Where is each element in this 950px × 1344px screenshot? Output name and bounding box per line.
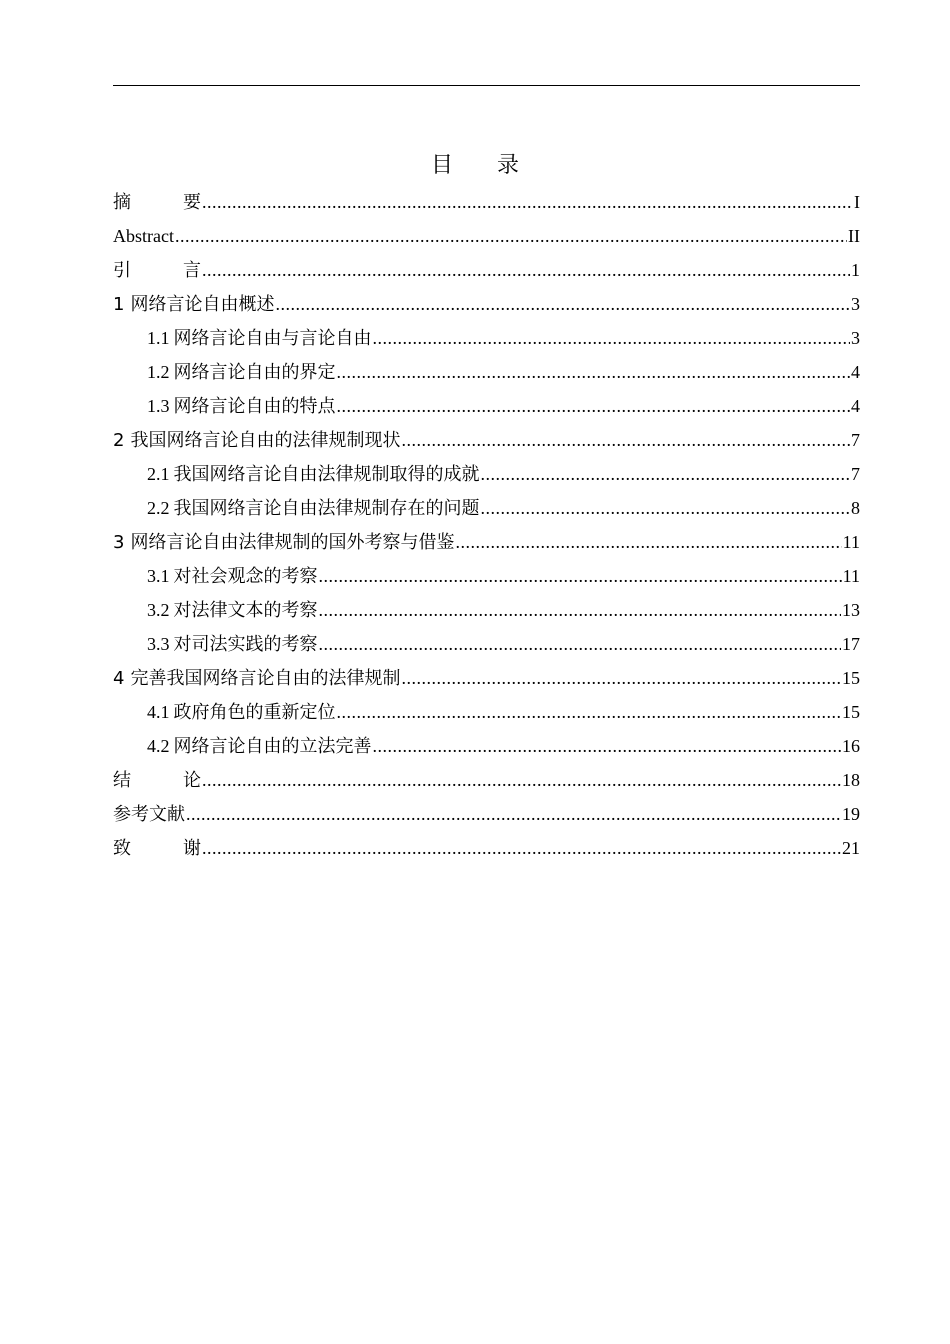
toc-dot-leader <box>337 355 851 389</box>
toc-entry-title-char: 摘 <box>113 192 131 213</box>
toc-dot-leader <box>337 389 851 423</box>
toc-dot-leader <box>319 559 842 593</box>
toc-entry-title: 对法律文本的考察 <box>173 600 318 621</box>
toc-entry-title: 我国网络言论自由法律规制取得的成就 <box>173 464 480 485</box>
toc-entry[interactable] <box>113 457 860 491</box>
toc-page-number: 1 <box>851 260 860 280</box>
toc-page-number: 8 <box>851 498 860 518</box>
toc-entry-title: 网络言论自由的界定 <box>173 362 336 383</box>
toc-page-number: 16 <box>842 736 860 756</box>
toc-entry-number: 4.2 <box>147 736 170 756</box>
toc-page-number: 4 <box>851 362 860 382</box>
toc-page-number: 17 <box>842 634 860 654</box>
toc-entry-label <box>113 662 400 696</box>
toc-dot-leader <box>186 797 841 831</box>
toc-entry[interactable] <box>113 661 860 695</box>
toc-entry-title-char: 言 <box>183 260 201 281</box>
toc-entry[interactable] <box>113 185 860 219</box>
toc-entry-label <box>113 186 201 220</box>
toc-entry-title: 网络言论自由法律规制的国外考察与借鉴 <box>130 532 455 553</box>
toc-entry[interactable] <box>113 831 860 865</box>
toc-entry-title: 我国网络言论自由的法律规制现状 <box>130 430 401 451</box>
toc-page-number: 19 <box>842 804 860 824</box>
toc-entry-title: 网络言论自由概述 <box>130 294 275 315</box>
toc-entry-label <box>147 627 318 662</box>
toc-page-number: 4 <box>851 396 860 416</box>
toc-entry-label <box>113 798 185 832</box>
toc-dot-leader <box>337 695 842 729</box>
toc-entry-label <box>147 355 336 390</box>
toc-entry[interactable] <box>113 763 860 797</box>
toc-entry[interactable] <box>113 253 860 287</box>
toc-page-number: 15 <box>842 702 860 722</box>
toc-entry[interactable] <box>113 593 860 627</box>
toc-page-number: 15 <box>842 668 860 688</box>
toc-dot-leader <box>319 593 842 627</box>
toc-entry-label <box>113 288 274 322</box>
toc-title-char-1: 目 <box>430 153 453 178</box>
toc-entry-label <box>113 526 454 560</box>
toc-entry[interactable] <box>113 525 860 559</box>
header-rule <box>113 85 860 86</box>
toc-dot-leader <box>319 627 842 661</box>
toc-entry-title-char: 要 <box>183 192 201 213</box>
toc-dot-leader <box>373 321 851 355</box>
toc-page-number: II <box>848 226 860 246</box>
toc-entry-label <box>113 254 201 288</box>
toc-entry-number: 4 <box>113 668 125 689</box>
toc-entry-label <box>113 219 174 254</box>
toc-page-number: 3 <box>851 328 860 348</box>
toc-page-number: 13 <box>842 600 860 620</box>
toc-page-number: I <box>854 192 860 212</box>
toc-entry[interactable] <box>113 797 860 831</box>
toc-entry-title: 网络言论自由的立法完善 <box>173 736 372 757</box>
toc-entry-number: 4.1 <box>147 702 170 722</box>
toc-entry-label <box>147 321 372 356</box>
toc-page-number: 11 <box>842 566 860 586</box>
toc-entry-label <box>147 593 318 628</box>
toc-page-number: 11 <box>842 532 860 552</box>
toc-entry-title: 对社会观念的考察 <box>173 566 318 587</box>
toc-entry[interactable] <box>113 355 860 389</box>
toc-entry-label <box>147 491 480 526</box>
toc-entry-number: 1.3 <box>147 396 170 416</box>
toc-entry-number: 1.1 <box>147 328 170 348</box>
toc-entry-title-char: 结 <box>113 770 131 791</box>
toc-dot-leader <box>401 661 841 695</box>
toc-entry-title <box>113 764 201 798</box>
toc-entry-title: Abstract <box>113 226 174 246</box>
toc-entry-title <box>113 186 201 220</box>
toc-entry[interactable] <box>113 321 860 355</box>
toc-entry-title-char: 致 <box>113 838 131 859</box>
toc-dot-leader <box>373 729 842 763</box>
toc-page-number: 21 <box>842 838 860 858</box>
toc-page-number: 3 <box>851 294 860 314</box>
toc-entry-label <box>113 424 400 458</box>
toc-entry-title: 对司法实践的考察 <box>173 634 318 655</box>
toc-entry[interactable] <box>113 491 860 525</box>
toc-entry-number: 1 <box>113 294 125 315</box>
toc-dot-leader <box>202 763 841 797</box>
toc-entry[interactable] <box>113 729 860 763</box>
toc-dot-leader <box>401 423 850 457</box>
toc-entry-number: 2 <box>113 430 125 451</box>
toc-entry-label <box>113 832 201 866</box>
toc-entry-title-char: 论 <box>183 770 201 791</box>
toc-entry[interactable] <box>113 287 860 321</box>
table-of-contents <box>113 185 860 865</box>
toc-title <box>0 148 950 184</box>
toc-entry-title: 政府角色的重新定位 <box>173 702 336 723</box>
toc-dot-leader <box>275 287 850 321</box>
toc-title-char-2: 录 <box>497 153 520 178</box>
toc-entry-number: 2.1 <box>147 464 170 484</box>
toc-dot-leader <box>202 185 853 219</box>
toc-entry-title <box>113 254 201 288</box>
toc-entry-label <box>147 559 318 594</box>
toc-entry[interactable] <box>113 219 860 253</box>
toc-entry-title: 我国网络言论自由法律规制存在的问题 <box>173 498 480 519</box>
toc-dot-leader <box>481 457 851 491</box>
toc-entry-title: 网络言论自由与言论自由 <box>173 328 372 349</box>
toc-entry[interactable] <box>113 559 860 593</box>
toc-page-number: 18 <box>842 770 860 790</box>
toc-entry-label <box>147 729 372 764</box>
toc-entry-title: 网络言论自由的特点 <box>173 396 336 417</box>
toc-dot-leader <box>175 219 847 253</box>
toc-page-number: 7 <box>851 464 860 484</box>
toc-entry[interactable] <box>113 423 860 457</box>
toc-entry-label <box>147 389 336 424</box>
toc-entry[interactable] <box>113 695 860 729</box>
toc-entry-label <box>147 457 480 492</box>
toc-entry-title: 完善我国网络言论自由的法律规制 <box>130 668 401 689</box>
toc-page-number: 7 <box>851 430 860 450</box>
toc-entry-number: 1.2 <box>147 362 170 382</box>
toc-entry-label <box>113 764 201 798</box>
toc-dot-leader <box>481 491 851 525</box>
toc-entry-label <box>147 695 336 730</box>
toc-entry[interactable] <box>113 627 860 661</box>
toc-entry-number: 2.2 <box>147 498 170 518</box>
toc-entry-title <box>113 832 201 866</box>
toc-entry-number: 3 <box>113 532 125 553</box>
toc-dot-leader <box>202 831 841 865</box>
toc-entry-number: 3.2 <box>147 600 170 620</box>
toc-entry-title-char: 谢 <box>183 838 201 859</box>
toc-dot-leader <box>202 253 850 287</box>
toc-entry-title: 参考文献 <box>113 804 185 825</box>
toc-entry[interactable] <box>113 389 860 423</box>
toc-dot-leader <box>455 525 841 559</box>
toc-entry-number: 3.3 <box>147 634 170 654</box>
toc-entry-number: 3.1 <box>147 566 170 586</box>
toc-entry-title-char: 引 <box>113 260 131 281</box>
